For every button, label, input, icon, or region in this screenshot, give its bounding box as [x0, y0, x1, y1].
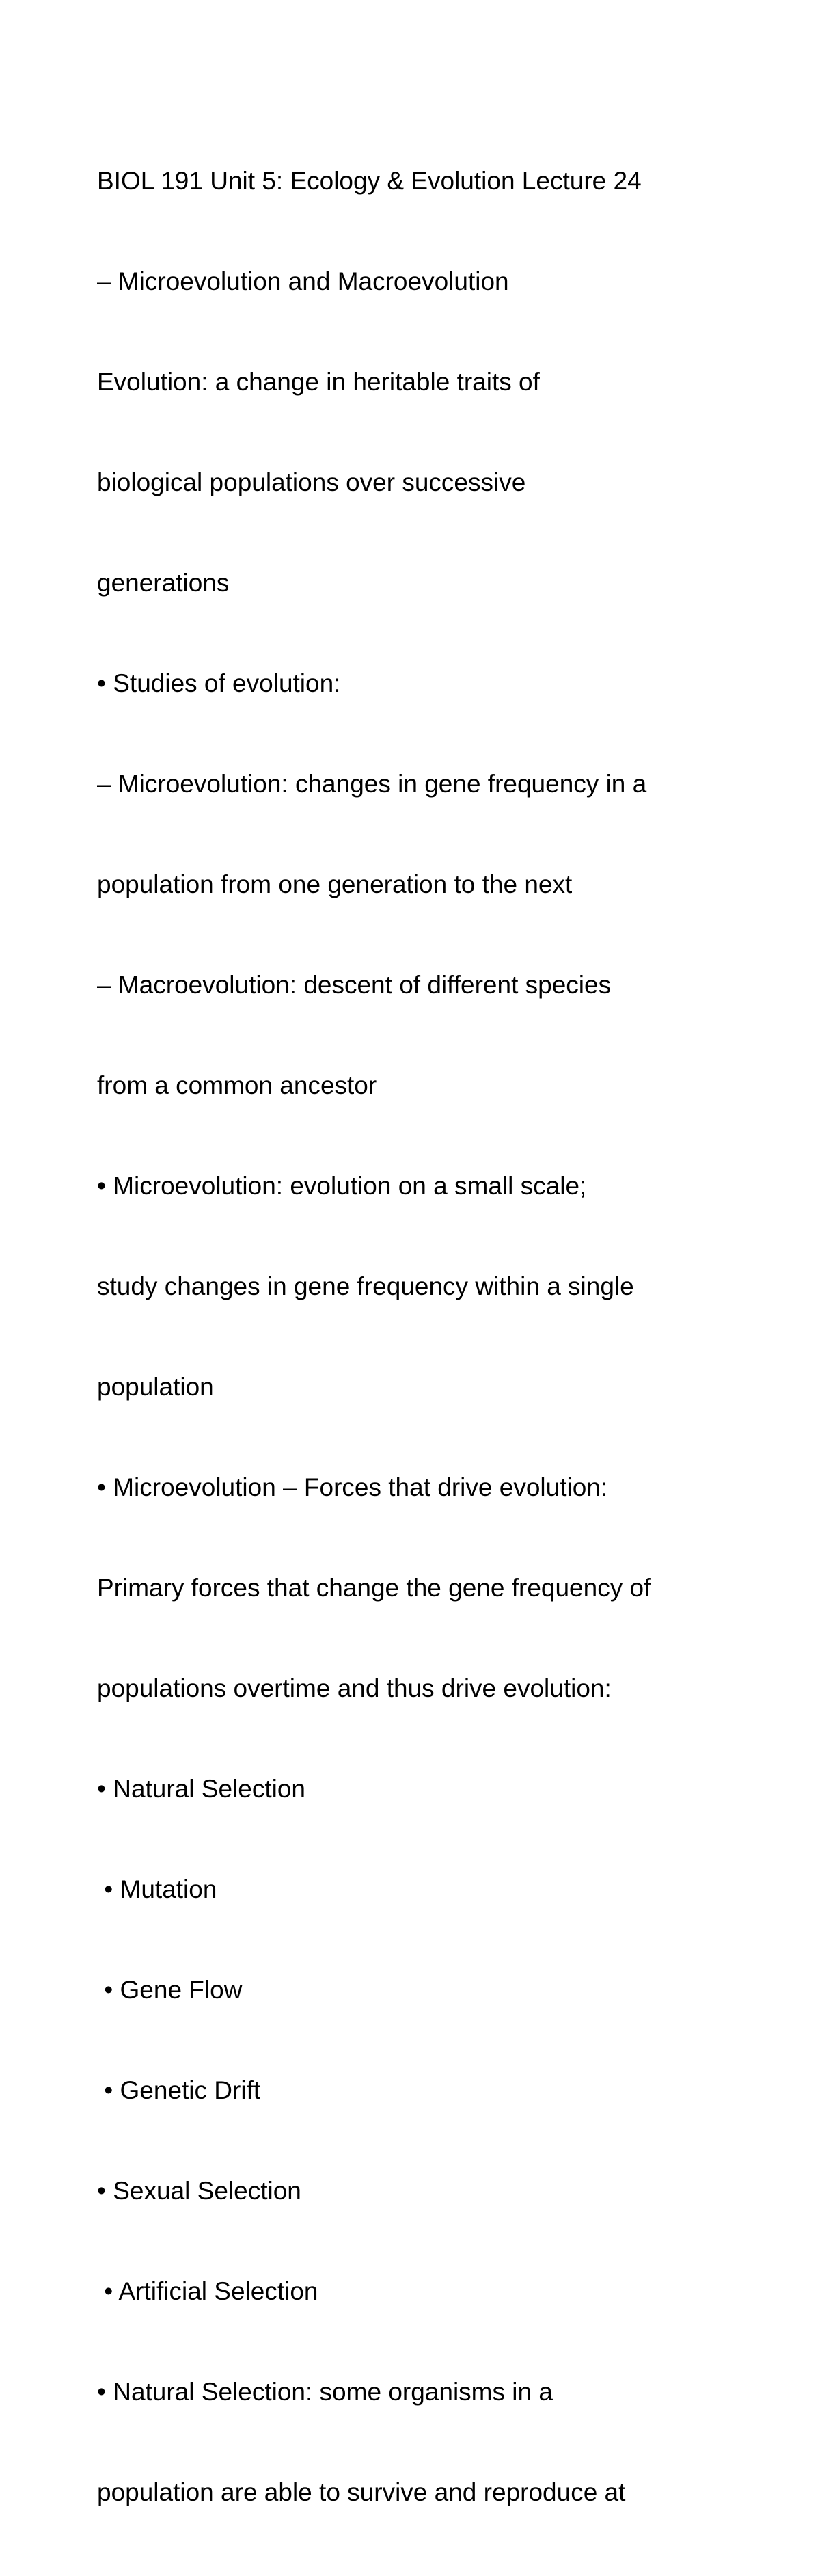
text-line: from a common ancestor — [97, 1071, 377, 1099]
subtitle-line: – Microevolution and Macroevolution — [97, 267, 509, 295]
text-line: biological populations over successive — [97, 468, 526, 496]
bullet-line: • Gene Flow — [97, 1976, 243, 2004]
bullet-line: • Microevolution: evolution on a small scale; — [97, 1172, 587, 1200]
bullet-line: • Sexual Selection — [97, 2177, 301, 2205]
title-line: BIOL 191 Unit 5: Ecology & Evolution Lecture 24 — [97, 167, 642, 195]
text-line: populations overtime and thus drive evolution: — [97, 1674, 612, 1702]
text-line: population are able to survive and reproduce at — [97, 2478, 626, 2506]
text-line: generations — [97, 569, 230, 597]
dash-line: – Microevolution: changes in gene frequency in a — [97, 770, 647, 798]
bullet-line: • Artificial Selection — [97, 2277, 318, 2305]
document-body — [97, 97, 780, 2576]
bullet-line: • Natural Selection — [97, 1775, 305, 1803]
bullet-line: • Microevolution – Forces that drive evolution: — [97, 1473, 608, 1501]
text-line: population — [97, 1373, 214, 1401]
text-line: Primary forces that change the gene frequency of — [97, 1574, 651, 1602]
bullet-line: • Natural Selection: some organisms in a — [97, 2378, 553, 2406]
bullet-line: • Studies of evolution: — [97, 669, 341, 697]
bullet-line: • Mutation — [97, 1875, 217, 1903]
text-line: Evolution: a change in heritable traits of — [97, 368, 540, 396]
text-line: population from one generation to the next — [97, 870, 573, 898]
bullet-line: • Genetic Drift — [97, 2076, 261, 2104]
dash-line: – Macroevolution: descent of different species — [97, 971, 612, 999]
text-line: study changes in gene frequency within a single — [97, 1272, 634, 1300]
